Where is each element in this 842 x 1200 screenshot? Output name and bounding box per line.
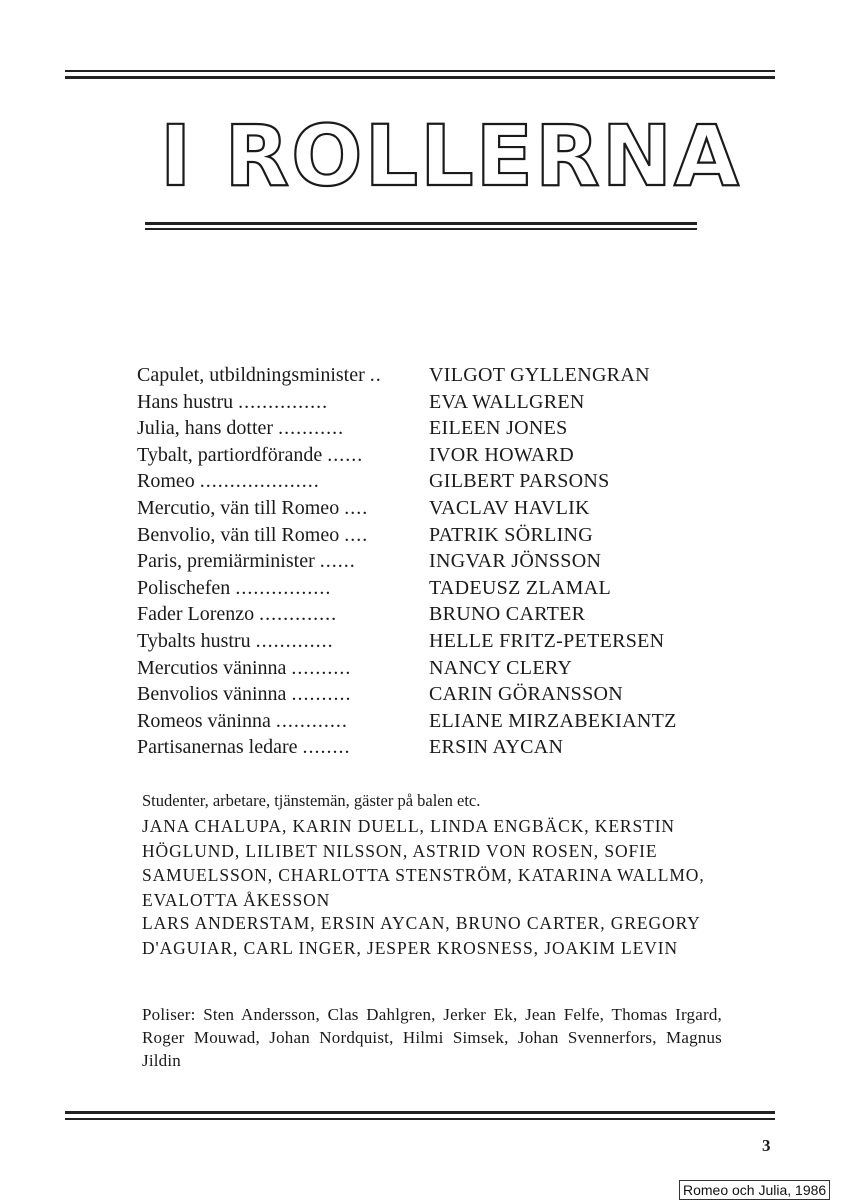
actor-name: ERSIN AYCAN [429,736,564,759]
role-label: Fader Lorenzo [137,603,255,626]
cast-row [137,708,757,735]
actor-name: EILEEN JONES [429,417,568,440]
dot-leader: ...... [319,550,356,573]
role-name [137,708,415,734]
actor-name: NANCY CLERY [429,656,573,679]
role-label: Romeos väninna [137,709,271,732]
role-label: Mercutios väninna [137,656,287,679]
actor-name: TADEUSZ ZLAMAL [429,576,612,599]
role-label: Julia, hans dotter [137,417,274,440]
dot-leader: ........... [278,417,345,440]
role-name [137,468,415,494]
role-label: Hans hustru [137,390,234,413]
role-label: Capulet, utbildningsminister [137,364,365,386]
ensemble-women: JANA CHALUPA, KARIN DUELL, LINDA ENGBÄCK, KERSTIN HÖGLUND, LILIBET NILSSON, ASTRID VON ROSEN, SOFIE SAMUELSSON, CHARLOTTA STENSTRÖM, KATARINA WALLMO, EVALOTTA ÅKESSON [142,816,705,910]
image-caption: Romeo och Julia, 1986 [679,1180,830,1200]
cast-row [137,415,757,442]
role-label: Partisanernas ledare [137,736,298,759]
role-name [137,415,415,441]
role-name [137,681,415,707]
role-label: Tybalt, partiordförande [137,443,323,466]
role-name [137,362,415,388]
cast-row [137,734,757,761]
actor-name: BRUNO CARTER [429,603,586,626]
dot-leader: .................... [199,470,320,493]
cast-row [137,548,757,575]
page-number: 3 [762,1136,771,1155]
dot-leader: .. [369,364,382,386]
role-name [137,495,415,521]
bottom-double-rule [65,1111,775,1121]
dot-leader: ............. [259,603,338,626]
cast-row [137,655,757,682]
actor-name: ELIANE MIRZABEKIANTZ [429,709,677,732]
cast-row [137,575,757,602]
actor-name: GILBERT PARSONS [429,470,610,493]
title-underline-rule [145,222,697,231]
role-name [137,389,415,415]
role-name [137,522,415,548]
role-label: Polischefen [137,576,231,599]
dot-leader: ............... [238,390,329,413]
cast-row [137,601,757,628]
cast-list [137,362,757,761]
dot-leader: ............ [275,709,348,732]
role-name [137,575,415,601]
actor-name: INGVAR JÖNSSON [429,550,602,573]
role-label: Mercutio, vän till Romeo [137,496,340,519]
actor-name: HELLE FRITZ-PETERSEN [429,629,665,652]
cast-row [137,362,757,389]
role-label: Paris, premiärminister [137,550,315,573]
cast-row [137,495,757,522]
role-name [137,601,415,627]
cast-row [137,628,757,655]
role-name [137,628,415,654]
actor-name: VILGOT GYLLENGRAN [429,364,650,386]
role-label: Benvolios väninna [137,683,287,706]
role-label: Benvolio, vän till Romeo [137,523,340,546]
dot-leader: .......... [291,683,352,706]
page-title [160,107,742,205]
actor-name: CARIN GÖRANSSON [429,683,623,706]
police-list: Poliser: Sten Andersson, Clas Dahlgren, Jerker Ek, Jean Felfe, Thomas Irgard, Roger Mouwad, Johan Nordquist, Hilmi Simsek, Johan Svennerfors, Magnus Jildin [142,1005,722,1070]
cast-row [137,522,757,549]
actor-name: EVA WALLGREN [429,390,585,413]
dot-leader: ........ [302,736,351,759]
page-title-text: I ROLLERNA [160,107,742,205]
cast-row [137,442,757,469]
role-name [137,548,415,574]
dot-leader: ............. [255,629,334,652]
dot-leader: ................ [235,576,332,599]
role-label: Tybalts hustru [137,629,251,652]
ensemble-men: LARS ANDERSTAM, ERSIN AYCAN, BRUNO CARTER, GREGORY D'AGUIAR, CARL INGER, JESPER KROSNESS, JOAKIM LEVIN [142,913,701,958]
ensemble-intro: Studenter, arbetare, tjänstemän, gäster på balen etc. [142,791,481,810]
role-name [137,734,415,760]
dot-leader: ...... [327,443,364,466]
role-name [137,655,415,681]
dot-leader: .... [344,523,369,546]
cast-row [137,468,757,495]
dot-leader: .......... [291,656,352,679]
dot-leader: .... [344,496,369,519]
top-double-rule [65,70,775,79]
actor-name: PATRIK SÖRLING [429,523,594,546]
actor-name: IVOR HOWARD [429,443,574,466]
role-label: Romeo [137,470,195,493]
cast-row [137,681,757,708]
actor-name: VACLAV HAVLIK [429,496,590,519]
role-name [137,442,415,468]
cast-row [137,389,757,416]
